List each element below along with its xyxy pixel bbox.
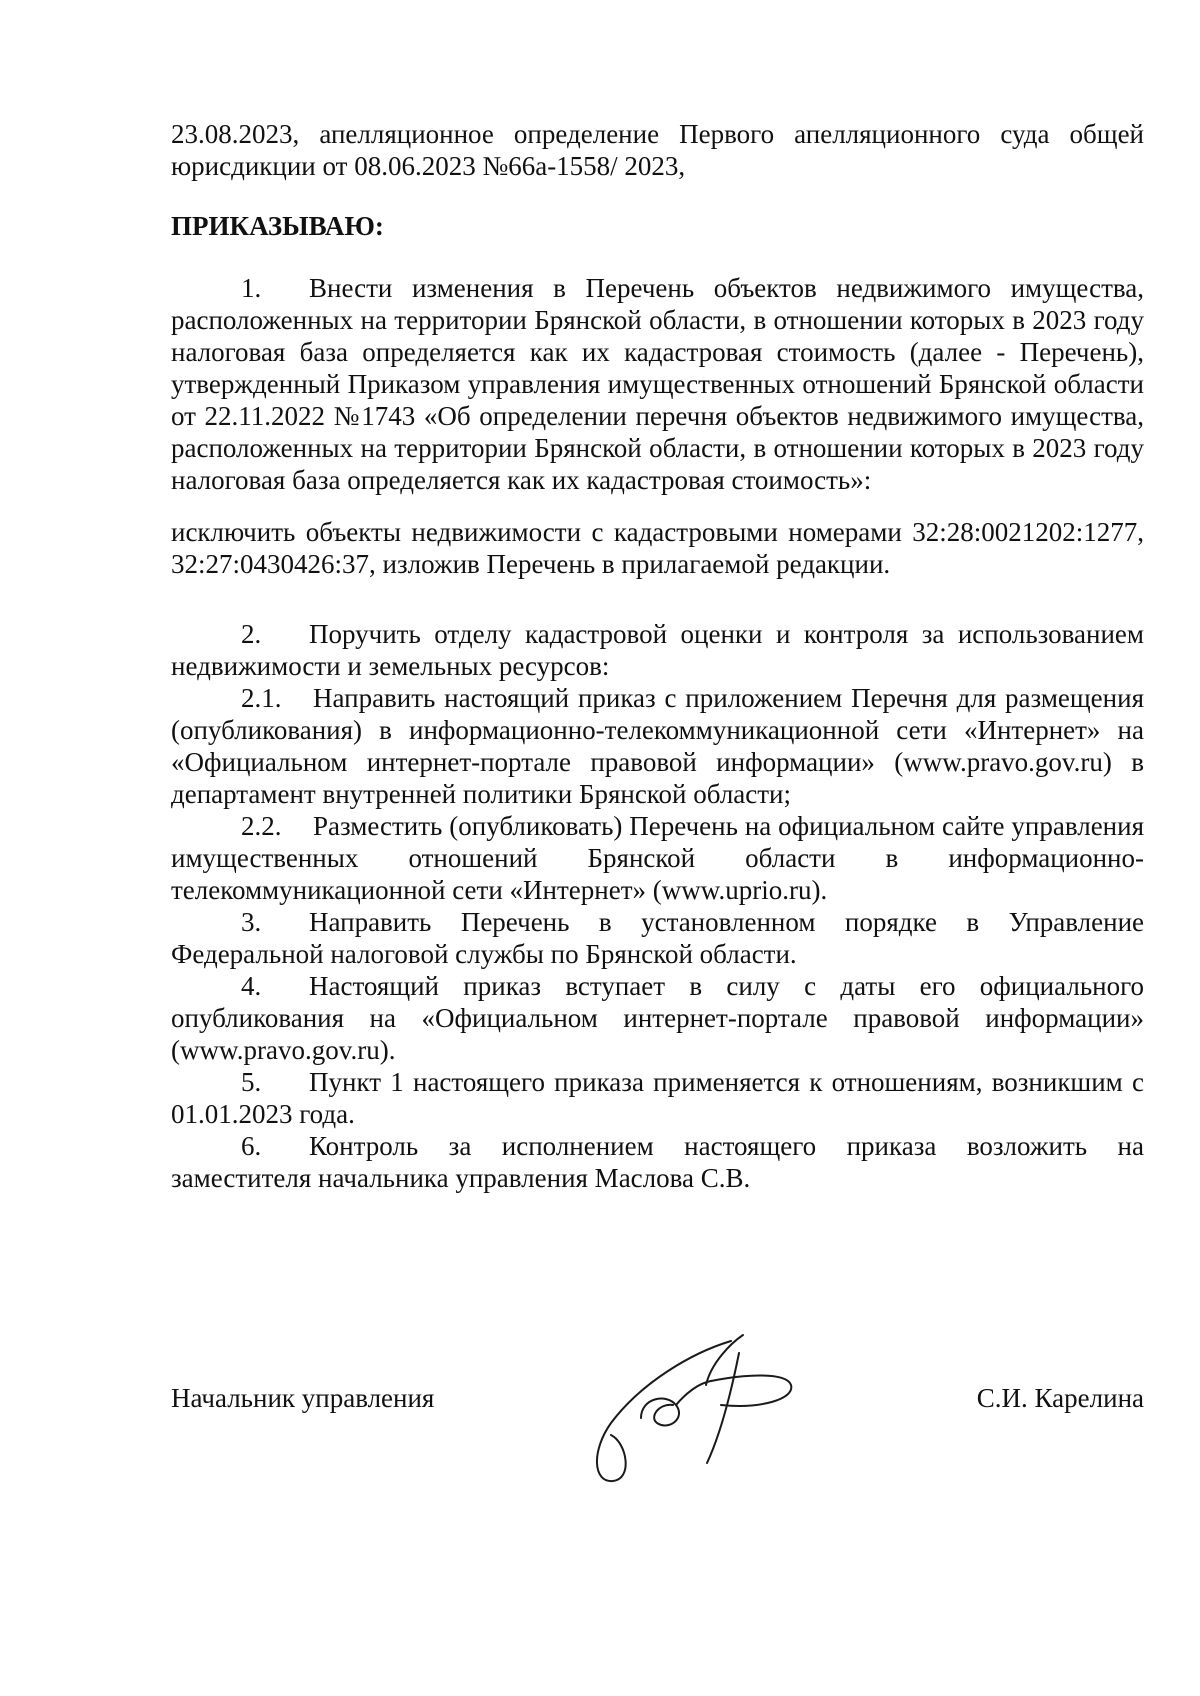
item-3 <box>171 906 1144 970</box>
item-2-1-text: Направить настоящий приказ с приложением Перечня для размещения (опубликования) в информационно-телекоммуникационной сети «Интернет» на «Официальном интернет-портале правовой информации» (www.pravo.gov.ru) в департамент внутренней политики Брянской области; <box>171 683 1144 809</box>
item-2-2-text: Разместить (опубликовать) Перечень на официальном сайте управления имущественных отношений Брянской области в информационно-телекоммуникационной сети «Интернет» (www.uprio.ru). <box>171 811 1144 905</box>
item-3-number: 3. <box>241 907 262 937</box>
intro-paragraph: 23.08.2023, апелляционное определение Первого апелляционного суда общей юрисдикции от 08.06.2023 №66а-1558/ 2023, <box>171 119 1144 181</box>
item-4-number: 4. <box>241 971 262 1001</box>
handwritten-signature <box>581 1323 811 1493</box>
signature-block <box>171 1368 1144 1428</box>
item-2 <box>171 618 1144 682</box>
item-5-number: 5. <box>241 1067 262 1097</box>
item-3-text: Направить Перечень в установленном порядке в Управление Федеральной налоговой службы по Брянской области. <box>171 907 1144 969</box>
item-6-number: 6. <box>241 1131 262 1161</box>
item-5 <box>171 1066 1144 1130</box>
item-2-1 <box>171 682 1144 810</box>
item-2-number: 2. <box>241 619 262 649</box>
signatory-title: Начальник управления <box>171 1383 435 1413</box>
item-1-number: 1. <box>241 273 262 303</box>
item-4 <box>171 970 1144 1066</box>
item-2-text: Поручить отделу кадастровой оценки и контроля за использованием недвижимости и земельных ресурсов: <box>171 619 1144 681</box>
item-6 <box>171 1130 1144 1194</box>
order-heading: ПРИКАЗЫВАЮ: <box>171 211 384 241</box>
item-1-text: Внести изменения в Перечень объектов недвижимого имущества, расположенных на территории Брянской области, в отношении которых в 2023 году налоговая база определяется как их кадастровая стоимость (далее - Перечень), утвержденный Приказом управления имущественных отношений Брянской области от 22.11.2022 №1743 «Об определении перечня объектов недвижимого имущества, расположенных на территории Брянской области, в отношении которых в 2023 году налоговая база определяется как их кадастровая стоимость»: <box>171 273 1144 495</box>
document-body <box>171 118 1144 1194</box>
item-1 <box>171 272 1144 496</box>
item-6-text: Контроль за исполнением настоящего приказа возложить на заместителя начальника управления Маслова С.В. <box>171 1131 1144 1193</box>
item-2-2 <box>171 810 1144 906</box>
item-2-2-number: 2.2. <box>241 811 282 841</box>
item-5-text: Пункт 1 настоящего приказа применяется к отношениям, возникшим с 01.01.2023 года. <box>171 1067 1144 1129</box>
item-4-text: Настоящий приказ вступает в силу с даты его официального опубликования на «Официальном интернет-портале правовой информации» (www.pravo.gov.ru). <box>171 971 1144 1065</box>
item-2-1-number: 2.1. <box>241 683 282 713</box>
signatory-name: С.И. Карелина <box>976 1383 1144 1413</box>
exclude-paragraph: исключить объекты недвижимости с кадастровыми номерами 32:28:0021202:1277, 32:27:0430426:37, изложив Перечень в прилагаемой редакции. <box>171 517 1144 579</box>
